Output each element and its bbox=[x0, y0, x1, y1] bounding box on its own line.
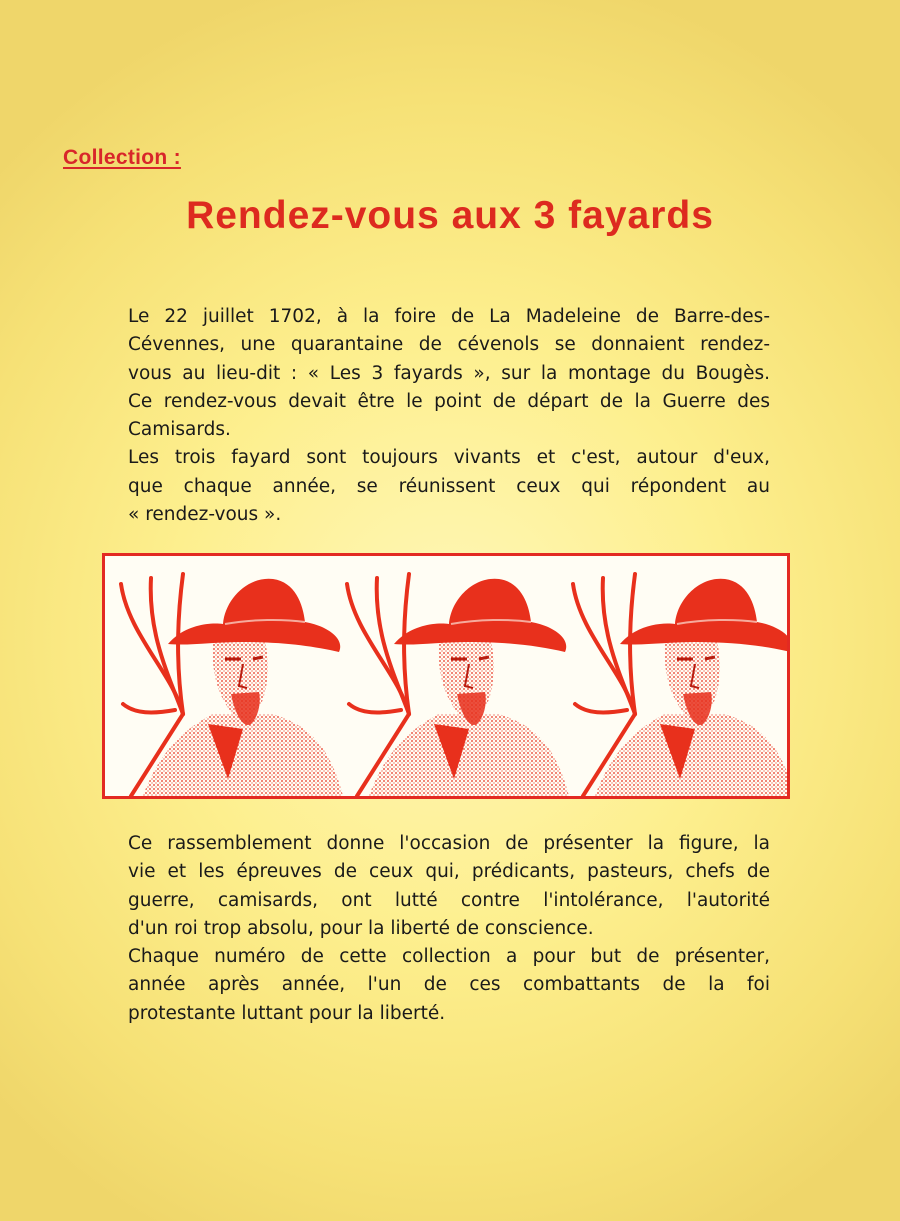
intro-line: « rendez-vous ». bbox=[128, 504, 282, 526]
peasant-portrait-1 bbox=[121, 574, 343, 796]
camisard-illustration bbox=[113, 564, 787, 796]
body-line: Ce rassemblement donne l'occasion de présenter la figure, la bbox=[128, 833, 770, 854]
intro-paragraph bbox=[128, 303, 770, 529]
intro-line: Les trois fayard sont toujours vivants et c'est, autour d'eux, bbox=[128, 447, 770, 469]
second-paragraph bbox=[128, 830, 770, 1028]
collection-label: Collection : bbox=[63, 146, 181, 169]
intro-line: Camisards. bbox=[128, 419, 231, 441]
peasant-portrait-2 bbox=[347, 574, 569, 796]
body-line: année après année, l'un de ces combattants de la foi bbox=[128, 974, 770, 996]
intro-line: que chaque année, se réunissent ceux qui répondent au bbox=[128, 475, 770, 497]
intro-line: Le 22 juillet 1702, à la foire de La Madeleine de Barre-des- bbox=[128, 306, 770, 327]
intro-line: vous au lieu-dit : « Les 3 fayards », sur la montage du Bougès. bbox=[128, 362, 770, 384]
peasant-portrait-3 bbox=[573, 574, 787, 796]
body-line: protestante luttant pour la liberté. bbox=[128, 1002, 446, 1024]
camisard-illustration-frame bbox=[102, 553, 790, 799]
page-title: Rendez-vous aux 3 fayards bbox=[186, 194, 714, 237]
intro-line: Ce rendez-vous devait être le point de départ de la Guerre des bbox=[128, 390, 770, 412]
body-line: guerre, camisards, ont lutté contre l'intolérance, l'autorité bbox=[128, 889, 770, 911]
body-line: d'un roi trop absolu, pour la liberté de conscience. bbox=[128, 917, 594, 939]
intro-line: Cévennes, une quarantaine de cévenols se donnaient rendez- bbox=[128, 334, 770, 356]
body-line: Chaque numéro de cette collection a pour but de présenter, bbox=[128, 946, 770, 968]
body-line: vie et les épreuves de ceux qui, prédicants, pasteurs, chefs de bbox=[128, 861, 770, 883]
